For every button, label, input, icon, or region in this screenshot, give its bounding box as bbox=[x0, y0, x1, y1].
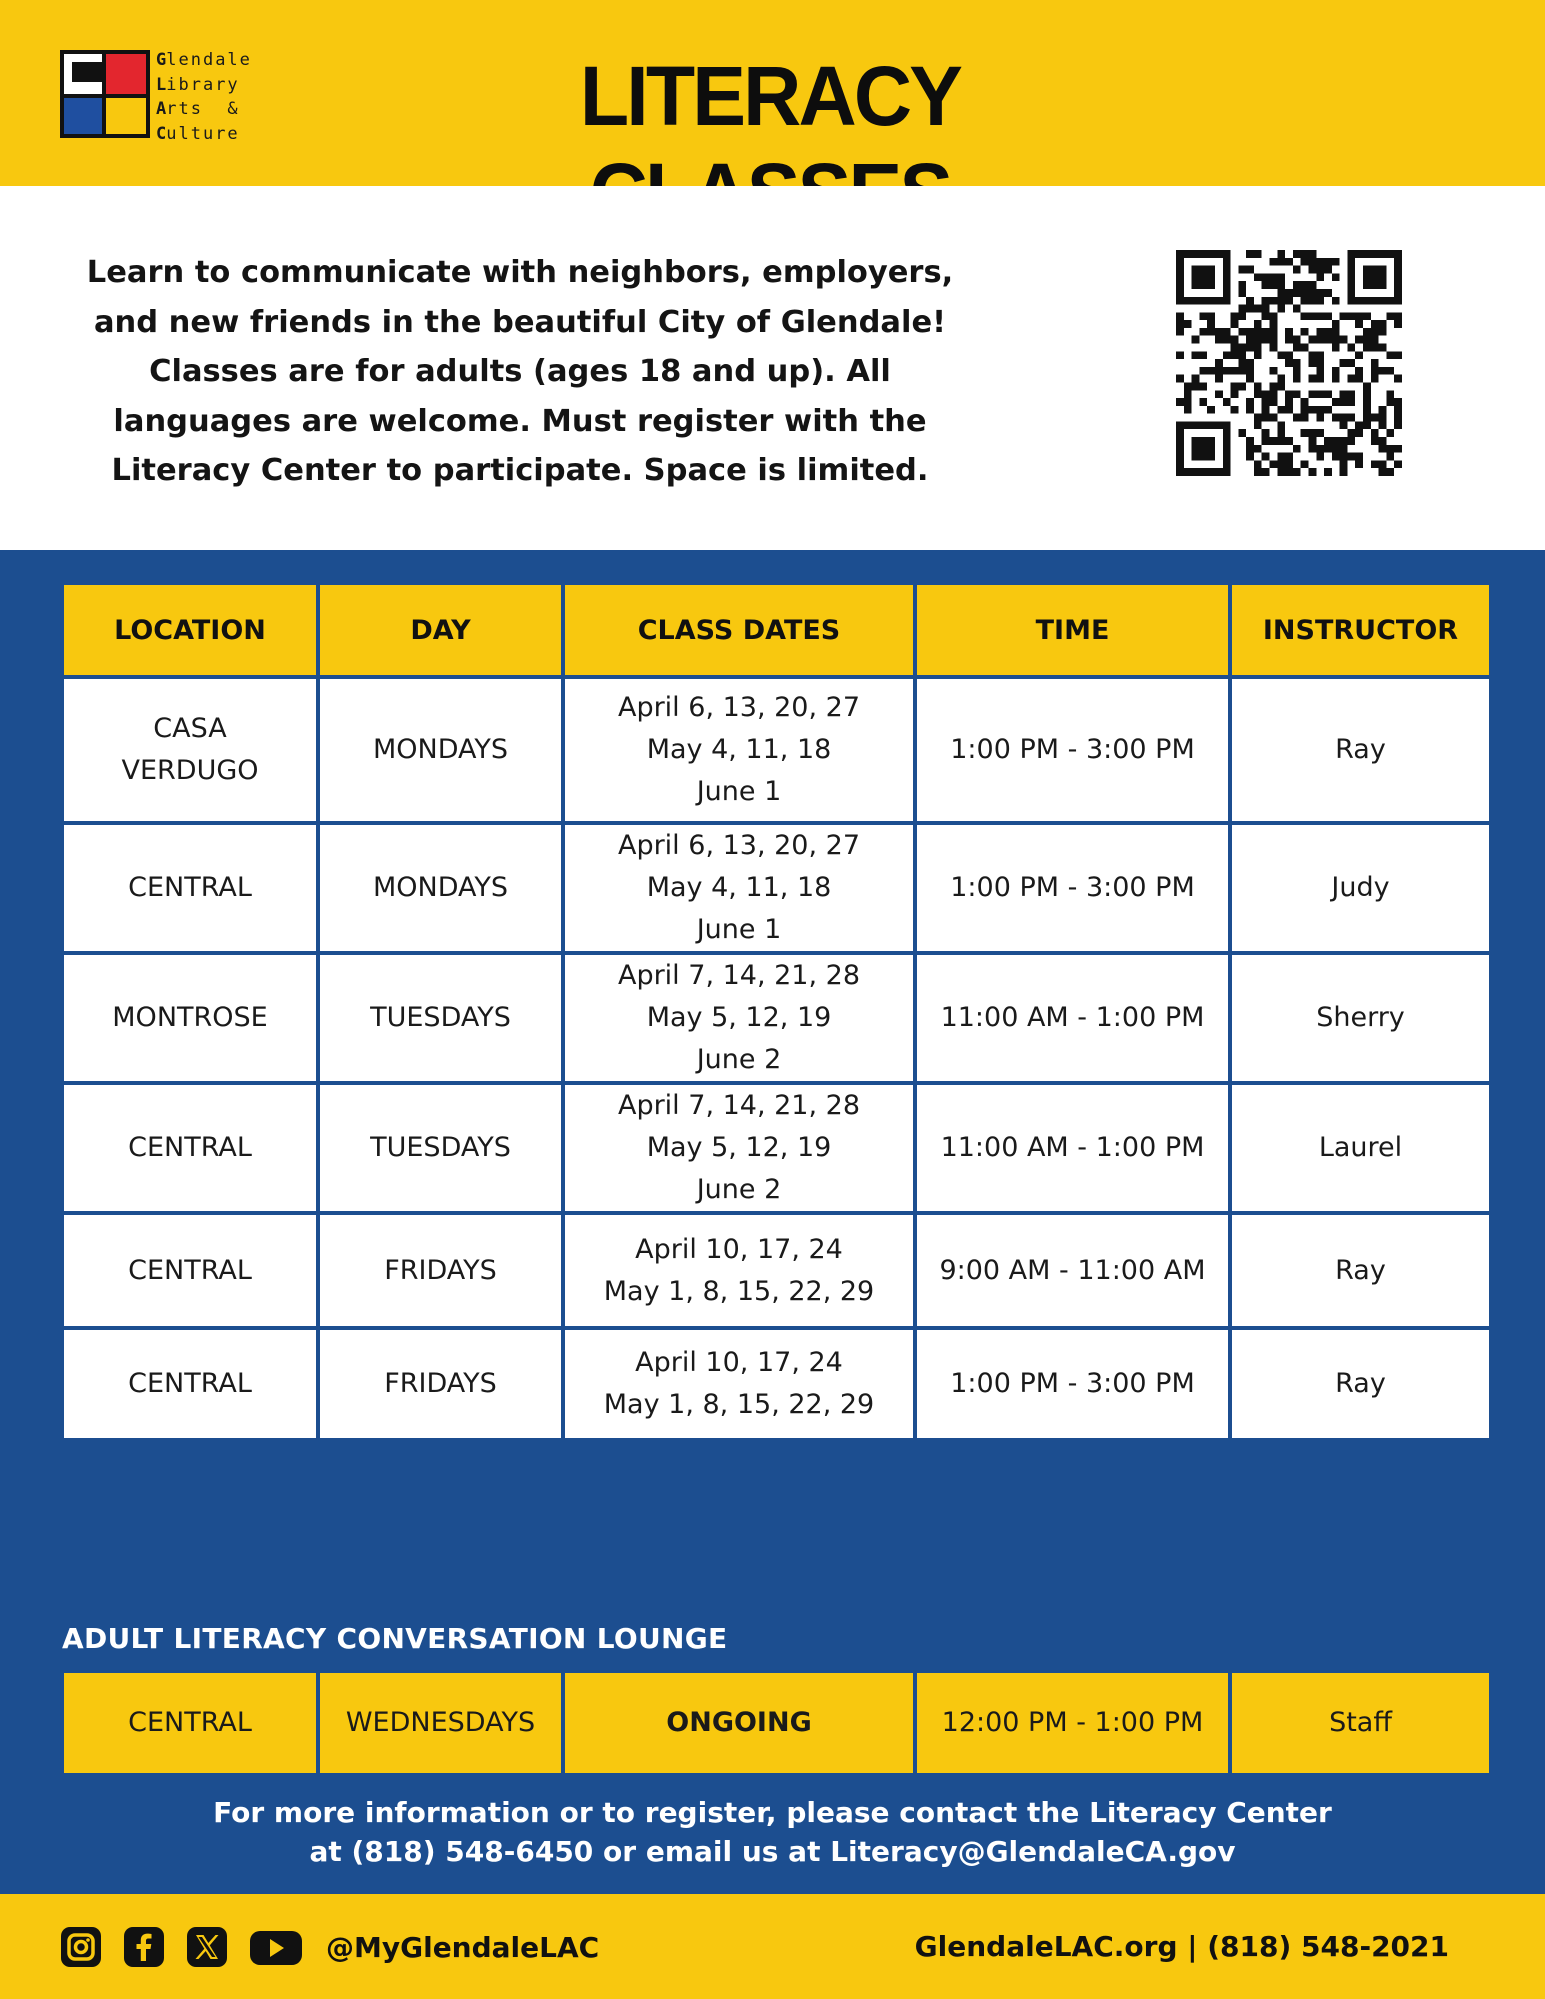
cell-class-dates-line: April 6, 13, 20, 27 bbox=[617, 830, 861, 861]
cell-location bbox=[64, 955, 316, 1081]
class-schedule-table bbox=[62, 583, 1483, 1442]
cell-location bbox=[64, 1330, 316, 1438]
footer-bar bbox=[0, 1894, 1545, 1999]
cell-class-dates bbox=[565, 1085, 913, 1211]
lounge-time: 12:00 PM - 1:00 PM bbox=[917, 1673, 1228, 1773]
table-row bbox=[64, 1330, 1489, 1438]
cell-location-line: CENTRAL bbox=[128, 1132, 252, 1163]
cell-class-dates-line: April 10, 17, 24 bbox=[635, 1347, 843, 1378]
logo-word-rest: rts & bbox=[166, 99, 240, 119]
cell-instructor: Laurel bbox=[1232, 1085, 1489, 1211]
social-handle[interactable]: @MyGlendaleLAC bbox=[326, 1930, 600, 1964]
cell-location-line: CENTRAL bbox=[128, 1254, 252, 1286]
intro-line: Literacy Center to participate. Space is limited. bbox=[111, 453, 929, 488]
cell-class-dates-line: May 5, 12, 19 bbox=[646, 1002, 832, 1033]
lounge-instructor: Staff bbox=[1232, 1673, 1489, 1773]
table-row bbox=[64, 1085, 1489, 1211]
lounge-day: WEDNESDAYS bbox=[320, 1673, 561, 1773]
column-header-class-dates: CLASS DATES bbox=[565, 585, 913, 675]
cell-day: FRIDAYS bbox=[320, 1215, 561, 1326]
cell-class-dates-line: June 2 bbox=[696, 1174, 782, 1205]
intro-paragraph bbox=[70, 248, 970, 496]
table-header-row bbox=[64, 585, 1489, 675]
table-row bbox=[64, 955, 1489, 1081]
intro-line: Classes are for adults (ages 18 and up). All bbox=[149, 354, 891, 389]
logo-mark-icon bbox=[60, 50, 150, 138]
cell-class-dates-line: June 1 bbox=[696, 776, 782, 807]
lounge-dates: ONGOING bbox=[565, 1673, 913, 1773]
cell-instructor: Ray bbox=[1232, 1330, 1489, 1438]
cell-location bbox=[64, 1215, 316, 1326]
cell-instructor: Sherry bbox=[1232, 955, 1489, 1081]
cell-day: FRIDAYS bbox=[320, 1330, 561, 1438]
cell-class-dates bbox=[565, 1215, 913, 1326]
cell-day: TUESDAYS bbox=[320, 955, 561, 1081]
cell-time: 9:00 AM - 11:00 AM bbox=[917, 1215, 1228, 1326]
x-icon[interactable] bbox=[186, 1926, 228, 1968]
cell-class-dates-line: April 6, 13, 20, 27 bbox=[617, 692, 861, 723]
logo-initial: A bbox=[156, 99, 167, 119]
conversation-lounge-table bbox=[62, 1671, 1483, 1777]
cell-time: 11:00 AM - 1:00 PM bbox=[917, 955, 1228, 1081]
logo-text-line bbox=[156, 73, 252, 98]
table-row bbox=[64, 679, 1489, 821]
intro-section bbox=[0, 186, 1545, 550]
cell-class-dates bbox=[565, 679, 913, 821]
column-header-location: LOCATION bbox=[64, 585, 316, 675]
cell-location-line: MONTROSE bbox=[112, 1002, 268, 1033]
logo-initial: C bbox=[156, 123, 167, 144]
cell-location-line: CASA bbox=[153, 713, 227, 744]
cell-class-dates bbox=[565, 825, 913, 951]
logo-wordmark bbox=[156, 48, 252, 146]
logo-initial: G bbox=[156, 50, 167, 70]
logo-word-rest: lendale bbox=[166, 50, 252, 70]
cell-location bbox=[64, 679, 316, 821]
page-title: LITERACY bbox=[579, 49, 961, 143]
contact-line[interactable]: at (818) 548-6450 or email us at Literacy@GlendaleCA.gov bbox=[309, 1835, 1236, 1868]
cell-class-dates bbox=[565, 1330, 913, 1438]
glendale-lac-logo[interactable] bbox=[60, 50, 252, 144]
cell-class-dates-line: April 7, 14, 21, 28 bbox=[617, 1090, 861, 1121]
cell-day: MONDAYS bbox=[320, 825, 561, 951]
contact-line: For more information or to register, please contact the Literacy Center bbox=[213, 1796, 1332, 1829]
cell-day: MONDAYS bbox=[320, 679, 561, 821]
lounge-location: CENTRAL bbox=[64, 1673, 316, 1773]
table-row bbox=[64, 825, 1489, 951]
logo-word-rest: ibrary bbox=[166, 74, 240, 95]
cell-time: 11:00 AM - 1:00 PM bbox=[917, 1085, 1228, 1211]
cell-class-dates-line: May 5, 12, 19 bbox=[646, 1132, 832, 1163]
column-header-day: DAY bbox=[320, 585, 561, 675]
cell-class-dates-line: May 4, 11, 18 bbox=[646, 734, 832, 765]
cell-class-dates-line: May 1, 8, 15, 22, 29 bbox=[603, 1275, 875, 1307]
cell-location-line: VERDUGO bbox=[121, 755, 259, 786]
instagram-icon[interactable] bbox=[60, 1926, 102, 1968]
logo-initial: L bbox=[156, 74, 167, 95]
cell-class-dates-line: June 1 bbox=[696, 914, 782, 945]
lounge-heading: ADULT LITERACY CONVERSATION LOUNGE bbox=[62, 1622, 728, 1655]
logo-text-line bbox=[156, 48, 252, 73]
cell-class-dates-line: April 10, 17, 24 bbox=[635, 1233, 843, 1265]
table-row bbox=[64, 1215, 1489, 1326]
facebook-icon[interactable] bbox=[123, 1926, 165, 1968]
cell-class-dates-line: May 1, 8, 15, 22, 29 bbox=[603, 1389, 875, 1420]
intro-line: and new friends in the beautiful City of Glendale! bbox=[93, 304, 947, 340]
lounge-row bbox=[64, 1673, 1489, 1773]
cell-day: TUESDAYS bbox=[320, 1085, 561, 1211]
cell-class-dates-line: April 7, 14, 21, 28 bbox=[617, 960, 861, 991]
cell-instructor: Ray bbox=[1232, 1215, 1489, 1326]
social-links bbox=[60, 1926, 599, 1968]
logo-word-rest: ulture bbox=[166, 123, 240, 144]
cell-time: 1:00 PM - 3:00 PM bbox=[917, 679, 1228, 821]
website-and-phone[interactable]: GlendaleLAC.org | (818) 548-2021 bbox=[914, 1930, 1449, 1963]
cell-instructor: Judy bbox=[1232, 825, 1489, 951]
intro-line: Learn to communicate with neighbors, employers, bbox=[86, 255, 954, 290]
logo-text-line bbox=[156, 97, 252, 122]
cell-location bbox=[64, 825, 316, 951]
cell-location-line: CENTRAL bbox=[128, 1368, 252, 1399]
cell-time: 1:00 PM - 3:00 PM bbox=[917, 825, 1228, 951]
cell-class-dates-line: June 2 bbox=[696, 1044, 782, 1075]
registration-qr-code[interactable] bbox=[1176, 250, 1402, 476]
logo-text-line bbox=[156, 122, 252, 147]
cell-instructor: Ray bbox=[1232, 679, 1489, 821]
cell-class-dates bbox=[565, 955, 913, 1081]
contact-info bbox=[0, 1793, 1545, 1871]
column-header-time: TIME bbox=[917, 585, 1228, 675]
cell-class-dates-line: May 4, 11, 18 bbox=[646, 872, 832, 903]
cell-time: 1:00 PM - 3:00 PM bbox=[917, 1330, 1228, 1438]
cell-location-line: CENTRAL bbox=[128, 872, 252, 903]
header-banner bbox=[0, 0, 1545, 186]
cell-location bbox=[64, 1085, 316, 1211]
column-header-instructor: INSTRUCTOR bbox=[1232, 585, 1489, 675]
intro-line: languages are welcome. Must register with the bbox=[113, 403, 927, 439]
youtube-icon[interactable] bbox=[249, 1926, 303, 1968]
